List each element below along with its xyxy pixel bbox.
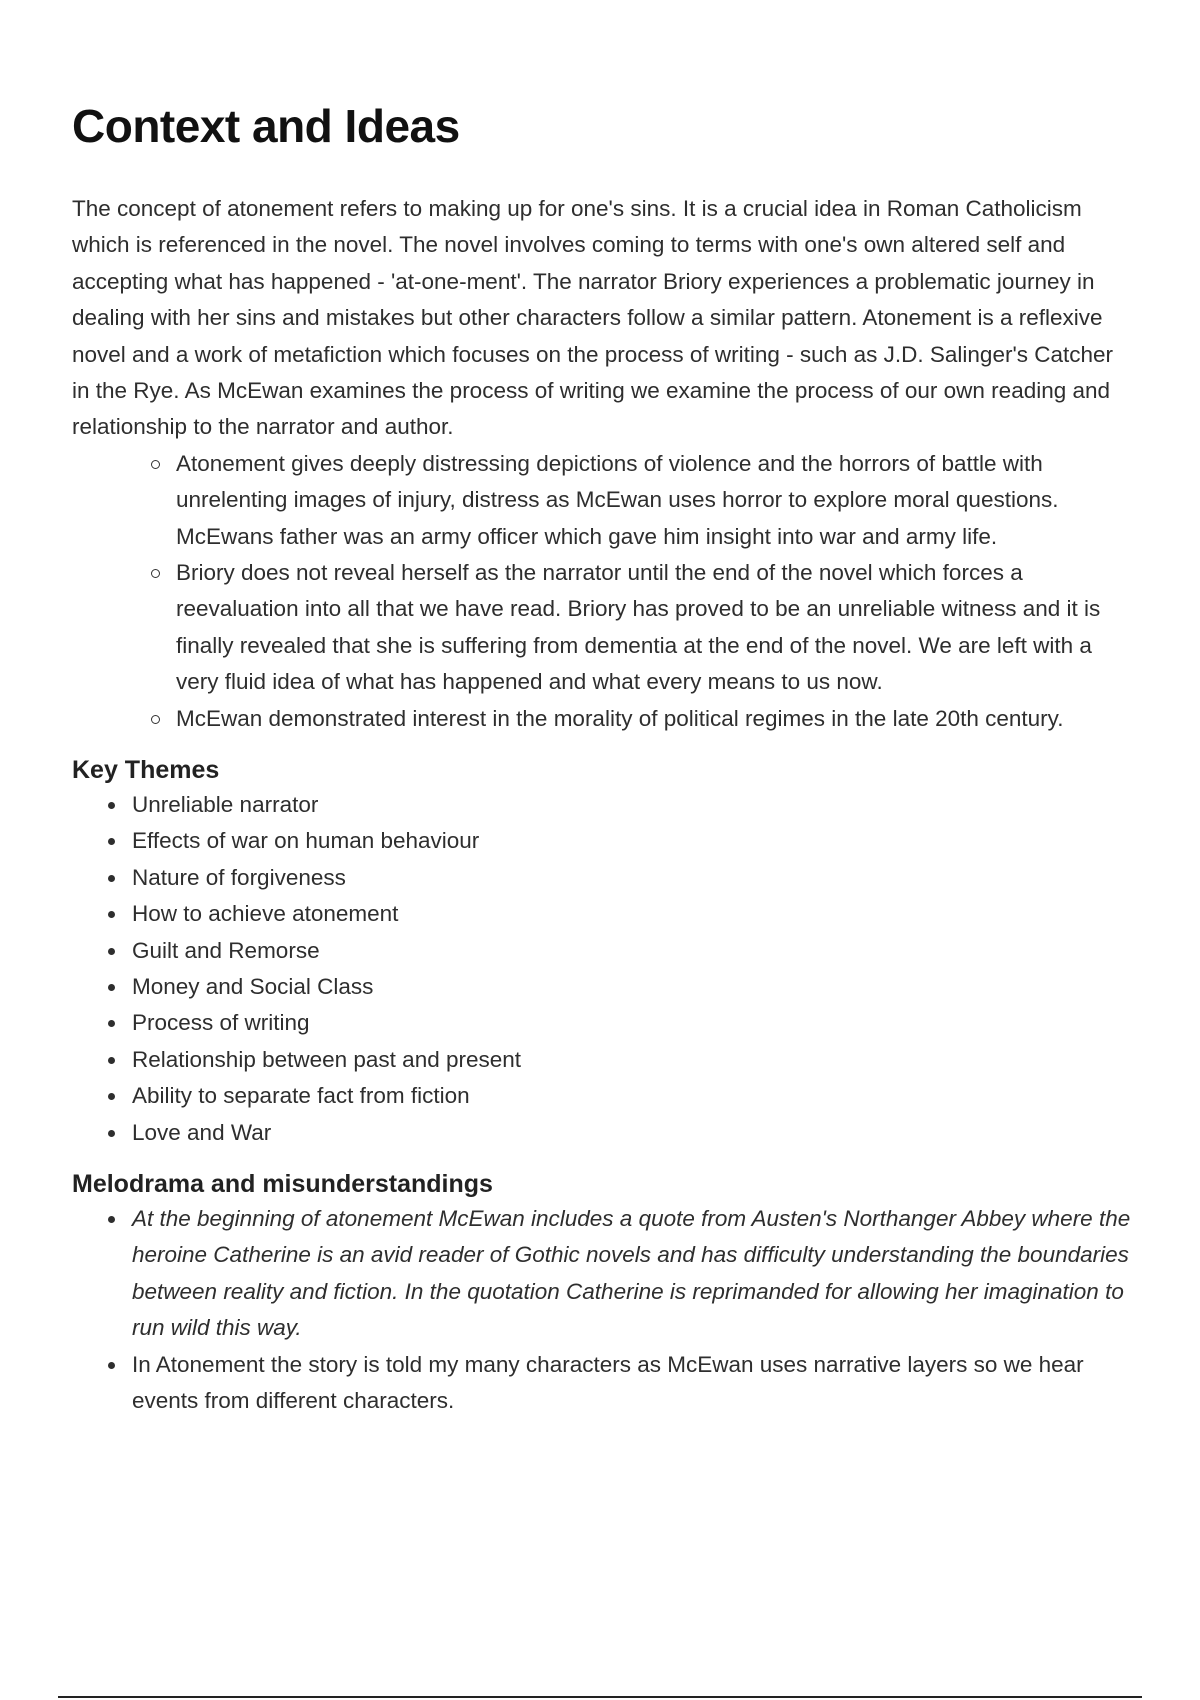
melodrama-item: At the beginning of atonement McEwan includes a quote from Austen's Northanger Abbey where the heroine Catherine is an avid reader of Gothic novels and has difficulty understanding the boundaries between reality and fiction. In the quotation Catherine is reprimanded for allowing her imagination to run wild this way. xyxy=(132,1201,1132,1347)
melodrama-heading: Melodrama and misunderstandings xyxy=(72,1170,493,1199)
theme-item: Process of writing xyxy=(132,1005,1132,1041)
page-title: Context and Ideas xyxy=(72,100,460,152)
key-themes-list xyxy=(72,787,1132,1151)
document-page xyxy=(72,100,1132,1419)
key-themes-heading: Key Themes xyxy=(72,755,220,784)
melodrama-list xyxy=(72,1201,1132,1419)
context-point: McEwan demonstrated interest in the morality of political regimes in the late 20th century. xyxy=(176,701,1132,737)
theme-item: Nature of forgiveness xyxy=(132,860,1132,896)
theme-item: Effects of war on human behaviour xyxy=(132,823,1132,859)
context-point: Briory does not reveal herself as the narrator until the end of the novel which forces a reevaluation into all that we have read. Briory has proved to be an unreliable witness and it is finally revealed that she is suffering from dementia at the end of the novel. We are left with a very fluid idea of what has happened and what every means to us now. xyxy=(176,555,1132,701)
theme-item: Love and War xyxy=(132,1115,1132,1151)
context-point: Atonement gives deeply distressing depictions of violence and the horrors of battle with unrelenting images of injury, distress as McEwan uses horror to explore moral questions. McEwans father was an army officer which gave him insight into war and army life. xyxy=(176,446,1132,555)
page-bottom-divider xyxy=(58,1696,1142,1698)
theme-item: How to achieve atonement xyxy=(132,896,1132,932)
context-points-list xyxy=(72,446,1132,737)
theme-item: Ability to separate fact from fiction xyxy=(132,1078,1132,1114)
intro-paragraph: The concept of atonement refers to making up for one's sins. It is a crucial idea in Roman Catholicism which is referenced in the novel. The novel involves coming to terms with one's own altered self and accepting what has happened - 'at-one-ment'. The narrator Briory experiences a problematic journey in dealing with her sins and mistakes but other characters follow a similar pattern. Atonement is a reflexive novel and a work of metafiction which focuses on the process of writing - such as J.D. Salinger's Catcher in the Rye. As McEwan examines the process of writing we examine the process of our own reading and relationship to the narrator and author. xyxy=(72,195,1114,440)
theme-item: Money and Social Class xyxy=(132,969,1132,1005)
theme-item: Relationship between past and present xyxy=(132,1042,1132,1078)
theme-item: Unreliable narrator xyxy=(132,787,1132,823)
melodrama-item: In Atonement the story is told my many characters as McEwan uses narrative layers so we hear events from different characters. xyxy=(132,1347,1132,1420)
theme-item: Guilt and Remorse xyxy=(132,933,1132,969)
